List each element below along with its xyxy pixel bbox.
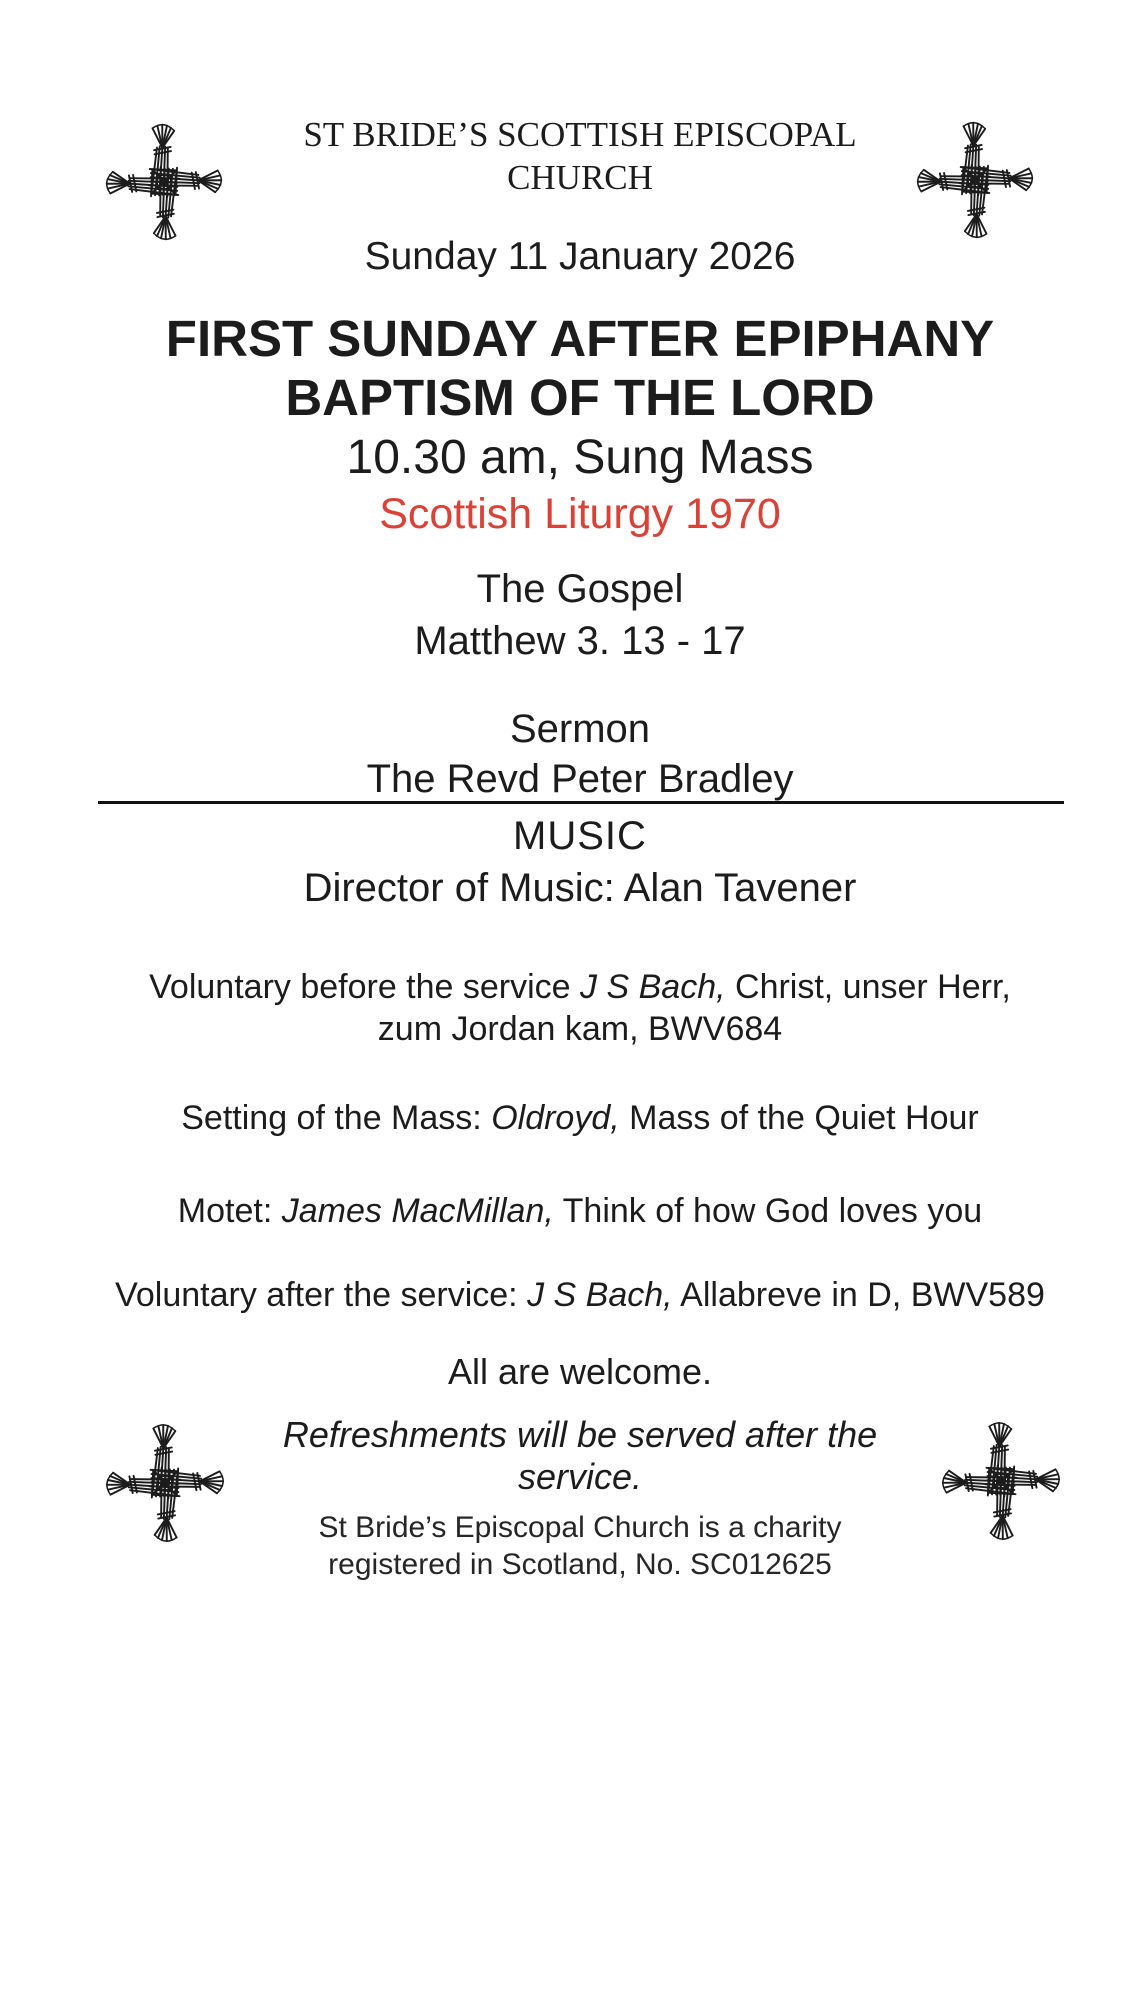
charity-registration	[0, 1509, 1130, 1583]
music-item-voluntary-after	[0, 1278, 1130, 1312]
music-item-text: Voluntary before the service	[149, 968, 581, 1006]
feast-title-line2: BAPTISM OF THE LORD	[285, 369, 875, 426]
music-item-text: Setting of the Mass:	[181, 1099, 492, 1137]
music-item-motet	[0, 1194, 1130, 1228]
section-divider	[98, 801, 1064, 804]
gospel-section	[0, 563, 1130, 667]
church-name-line2: CHURCH	[507, 158, 653, 197]
sermon-preacher: The Revd Peter Bradley	[366, 757, 794, 801]
music-item-text: Motet:	[177, 1192, 282, 1230]
music-item-text: Think of how God loves you	[553, 1192, 983, 1230]
music-section-header	[0, 810, 1130, 914]
welcome-line: All are welcome.	[447, 1351, 713, 1392]
music-item-voluntary-before-line2: zum Jordan kam, BWV684	[377, 1010, 783, 1048]
gospel-heading: The Gospel	[476, 567, 684, 611]
music-item-text: Voluntary after the service:	[115, 1276, 528, 1314]
church-name	[0, 113, 1130, 199]
refreshments-note	[0, 1414, 1130, 1498]
music-item-voluntary-before	[0, 970, 1130, 1004]
feast-title-line1: FIRST SUNDAY AFTER EPIPHANY	[165, 310, 995, 367]
feast-title	[0, 309, 1130, 427]
refreshments-line2: service.	[517, 1456, 643, 1497]
gospel-reading: Matthew 3. 13 - 17	[414, 619, 746, 663]
charity-line2: registered in Scotland, No. SC012625	[328, 1548, 832, 1581]
sermon-section	[0, 704, 1130, 804]
music-item-text: Allabreve in D, BWV589	[672, 1276, 1045, 1314]
composer-name: J S Bach,	[580, 968, 726, 1006]
charity-line1: St Bride’s Episcopal Church is a charity	[318, 1511, 842, 1544]
music-director: Director of Music: Alan Tavener	[303, 866, 857, 910]
music-item-text: Christ, unser Herr,	[725, 968, 1011, 1006]
liturgy-line: Scottish Liturgy 1970	[379, 490, 781, 538]
music-heading: MUSIC	[513, 814, 647, 858]
church-name-line1: ST BRIDE’S SCOTTISH EPISCOPAL	[303, 115, 857, 154]
composer-name: Oldroyd,	[491, 1099, 620, 1137]
service-time: 10.30 am, Sung Mass	[346, 431, 814, 484]
sermon-heading: Sermon	[509, 707, 651, 751]
music-item-text: Mass of the Quiet Hour	[619, 1099, 979, 1137]
service-date: Sunday 11 January 2026	[364, 235, 796, 278]
composer-name: J S Bach,	[527, 1276, 673, 1314]
refreshments-line1: Refreshments will be served after the	[282, 1414, 878, 1455]
composer-name: James MacMillan,	[281, 1192, 554, 1230]
music-item-setting	[0, 1101, 1130, 1135]
